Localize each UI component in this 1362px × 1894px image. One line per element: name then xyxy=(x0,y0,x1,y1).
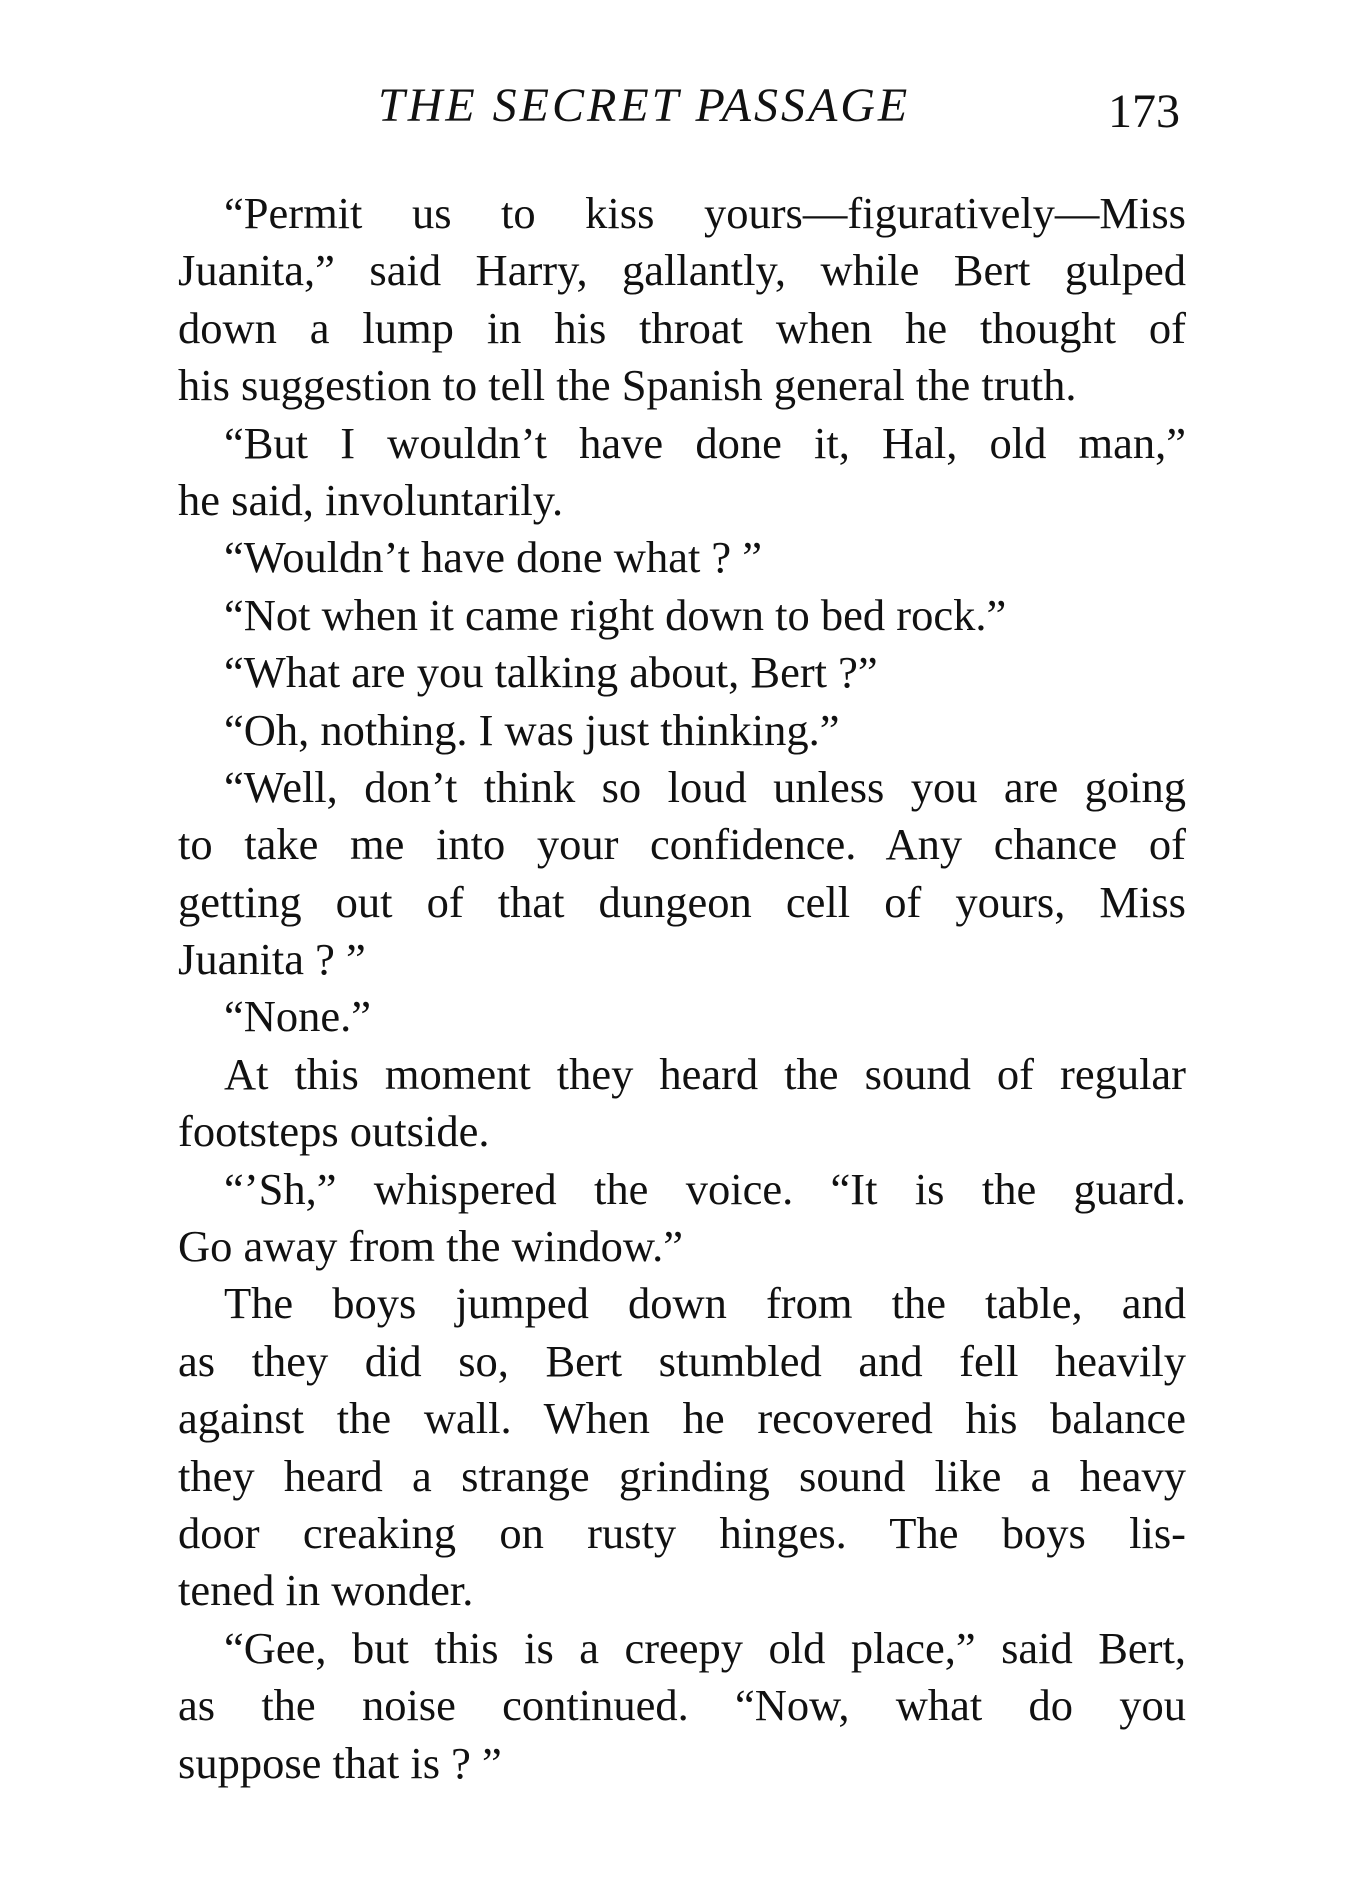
text-line: as they did so, Bert stumbled and fell heavily xyxy=(178,1335,1186,1386)
running-title: THE SECRET PASSAGE xyxy=(378,79,911,132)
text-line: his suggestion to tell the Spanish general the truth. xyxy=(178,360,1077,411)
page-number: 173 xyxy=(1108,85,1180,138)
text-line: down a lump in his throat when he thought of xyxy=(178,302,1186,353)
text-line: against the wall. When he recovered his balance xyxy=(178,1393,1186,1444)
text-line: “Oh, nothing. I was just thinking.” xyxy=(224,704,840,755)
text-line: to take me into your confidence. Any chance of xyxy=(178,819,1186,870)
text-line: door creaking on rusty hinges. The boys lis- xyxy=(178,1507,1186,1558)
text-line: “Wouldn’t have done what ? ” xyxy=(224,532,763,583)
text-line: “Not when it came right down to bed rock.” xyxy=(224,589,1007,640)
text-line: “None.” xyxy=(224,991,372,1042)
text-line: “Gee, but this is a creepy old place,” said Bert, xyxy=(224,1622,1186,1673)
text-line: “Permit us to kiss yours—figuratively—Miss xyxy=(224,188,1186,238)
text-line: getting out of that dungeon cell of yours, Miss xyxy=(178,876,1186,927)
text-line: he said, involuntarily. xyxy=(178,474,564,525)
text-line: Juanita ? ” xyxy=(178,934,366,985)
body-text xyxy=(178,185,1186,1792)
text-line: “But I wouldn’t have done it, Hal, old man,” xyxy=(224,417,1186,468)
text-line: tened in wonder. xyxy=(178,1565,474,1616)
text-line: Go away from the window.” xyxy=(178,1221,684,1272)
text-line: The boys jumped down from the table, and xyxy=(224,1278,1186,1329)
text-line: At this moment they heard the sound of regular xyxy=(224,1048,1186,1099)
text-line: suppose that is ? ” xyxy=(178,1737,502,1788)
text-line: “’Sh,” whispered the voice. “It is the guard. xyxy=(224,1163,1186,1214)
text-line: footsteps outside. xyxy=(178,1106,490,1157)
text-line: as the noise continued. “Now, what do you xyxy=(178,1680,1186,1731)
text-line: “Well, don’t think so loud unless you are going xyxy=(224,761,1186,812)
text-line: they heard a strange grinding sound like a heavy xyxy=(178,1450,1186,1501)
text-line: “What are you talking about, Bert ?” xyxy=(224,647,878,698)
text-line: Juanita,” said Harry, gallantly, while Bert gulped xyxy=(178,245,1186,296)
running-header xyxy=(178,78,1186,148)
